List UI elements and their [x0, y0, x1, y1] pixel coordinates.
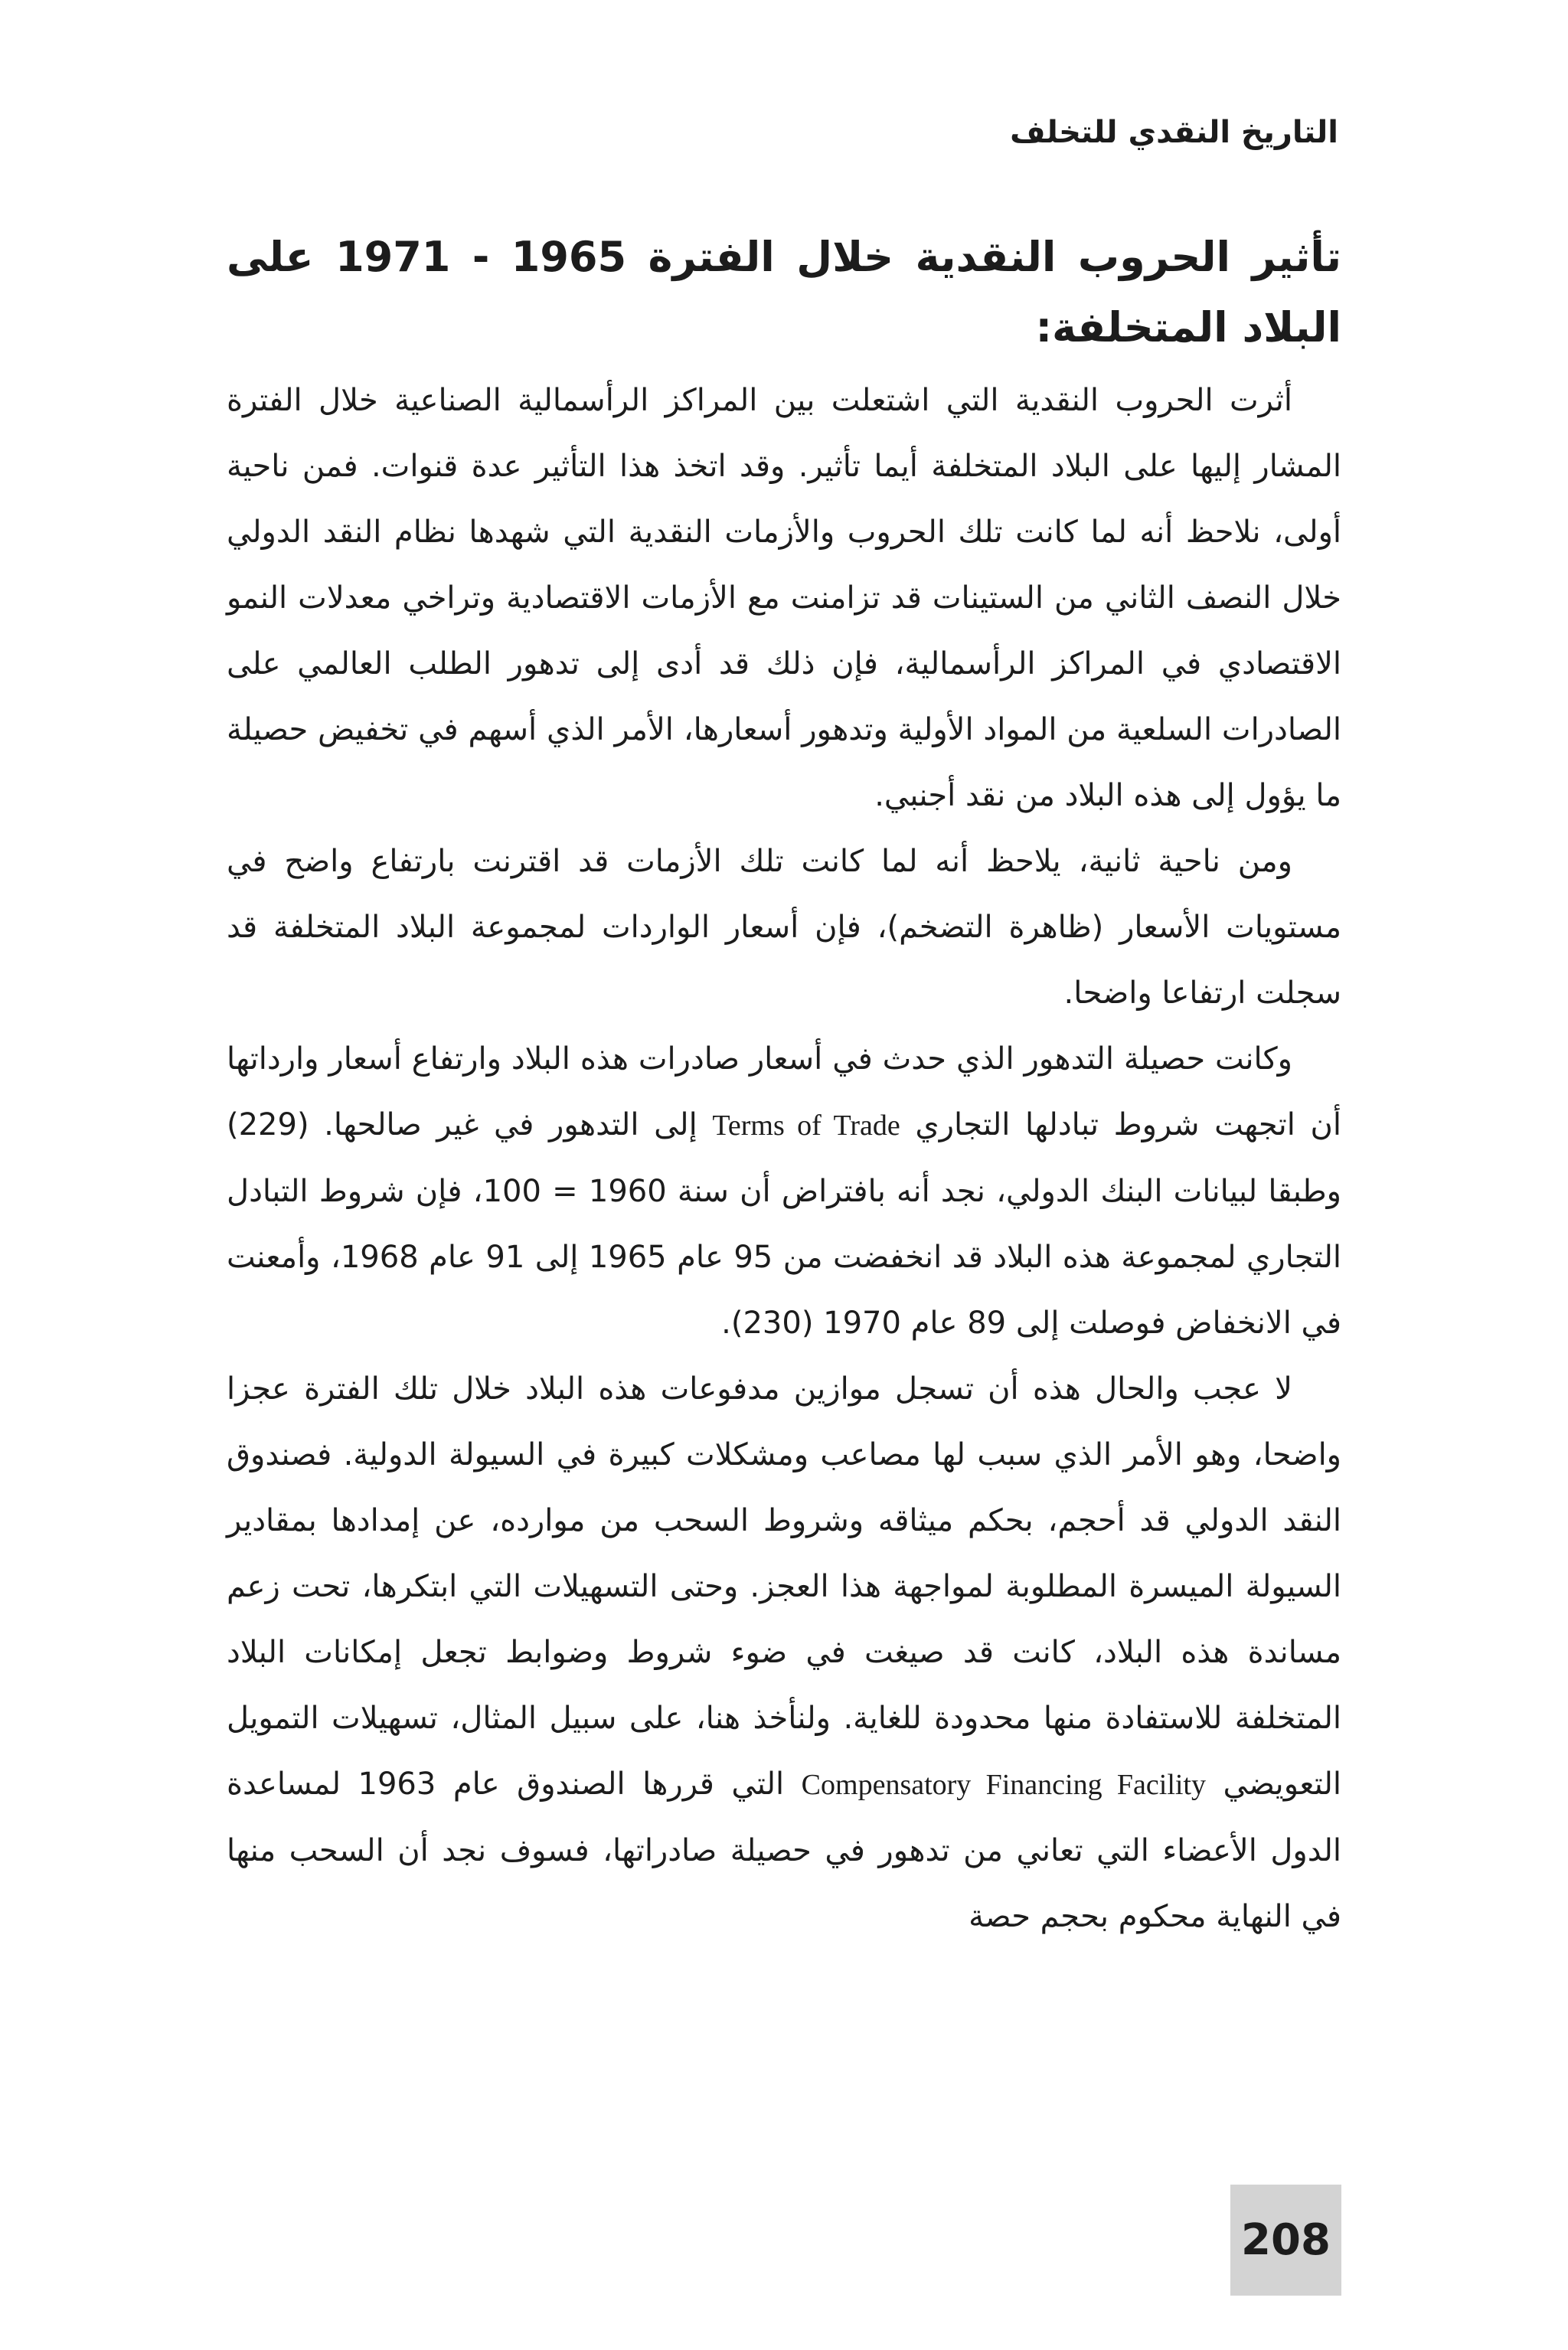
- running-header-title: التاريخ النقدي للتخلف: [1010, 115, 1338, 150]
- paragraph-2: ومن ناحية ثانية، يلاحظ أنه لما كانت تلك الأزمات قد اقترنت بارتفاع واضح في مستويات الأسعار (ظاهرة التضخم)، فإن أسعار الواردات لمجموعة البلاد المتخلفة قد سجلت ارتفاعا واضحا.: [227, 844, 1341, 1011]
- paragraph-3-latin-term: Terms of Trade: [712, 1110, 900, 1142]
- paragraph-4-part-1: لا عجب والحال هذه أن تسجل موازين مدفوعات هذه البلاد خلال تلك الفترة عجزا واضحا، وهو الأمر الذي سبب لها مصاعب ومشكلات كبيرة في السيولة الدولية. فصندوق النقد الدولي قد أحجم، بحكم ميثاقه وشروط السحب من موارده، عن إمدادها بمقادير السيولة الميسرة المطلوبة لمواجهة هذا العجز. وحتى التسهيلات التي ابتكرها، تحت زعم مساندة هذه البلاد، كانت قد صيغت في ضوء شروط وضوابط تجعل إمكانات البلاد المتخلفة للاستفادة منها محدودة للغاية. ولنأخذ هنا، على سبيل المثال، تسهيلات التمويل التعويضي: [227, 1371, 1342, 1802]
- paragraph-4: [227, 1356, 1341, 1950]
- paragraph-3: [227, 1026, 1341, 1356]
- paragraph-3-part-2: إلى التدهور في غير صالحها. (229) وطبقا لبيانات البنك الدولي، نجد أنه بافتراض أن سنة 1960 = 100، فإن شروط التبادل التجاري لمجموعة هذه البلاد قد انخفضت من 95 عام 1965 إلى 91 عام 1968، وأمعنت في الانخفاض فوصلت إلى 89 عام 1970 (230).: [227, 1107, 1341, 1341]
- page-number-box: [1230, 2185, 1341, 2296]
- page-content: [227, 222, 1341, 1950]
- paragraph-3-part-1: وكانت حصيلة التدهور الذي حدث في أسعار صادرات هذه البلاد وارتفاع أسعار وارداتها أن اتجهت شروط تبادلها التجاري: [227, 1041, 1342, 1142]
- paragraph-4-part-2: التي قررها الصندوق عام 1963 لمساعدة الدول الأعضاء التي تعاني من تدهور في حصيلة صادراتها، فسوف نجد أن السحب منها في النهاية محكوم بحجم حصة: [227, 1767, 1341, 1934]
- paragraph-1: أثرت الحروب النقدية التي اشتعلت بين المراكز الرأسمالية الصناعية خلال الفترة المشار إليها على البلاد المتخلفة أيما تأثير. وقد اتخذ هذا التأثير عدة قنوات. فمن ناحية أولى، نلاحظ أنه لما كانت تلك الحروب والأزمات النقدية التي شهدها نظام النقد الدولي خلال النصف الثاني من الستينات قد تزامنت مع الأزمات الاقتصادية وتراخي معدلات النمو الاقتصادي في المراكز الرأسمالية، فإن ذلك قد أدى إلى تدهور الطلب العالمي على الصادرات السلعية من المواد الأولية وتدهور أسعارها، الأمر الذي أسهم في تخفيض حصيلة ما يؤول إلى هذه البلاد من نقد أجنبي.: [227, 383, 1341, 813]
- section-heading: تأثير الحروب النقدية خلال الفترة 1965 - 1971 على البلاد المتخلفة:: [227, 233, 1341, 351]
- page-number: 208: [1241, 2215, 1331, 2265]
- paragraph-4-latin-term: Compensatory Financing Facility: [801, 1769, 1206, 1801]
